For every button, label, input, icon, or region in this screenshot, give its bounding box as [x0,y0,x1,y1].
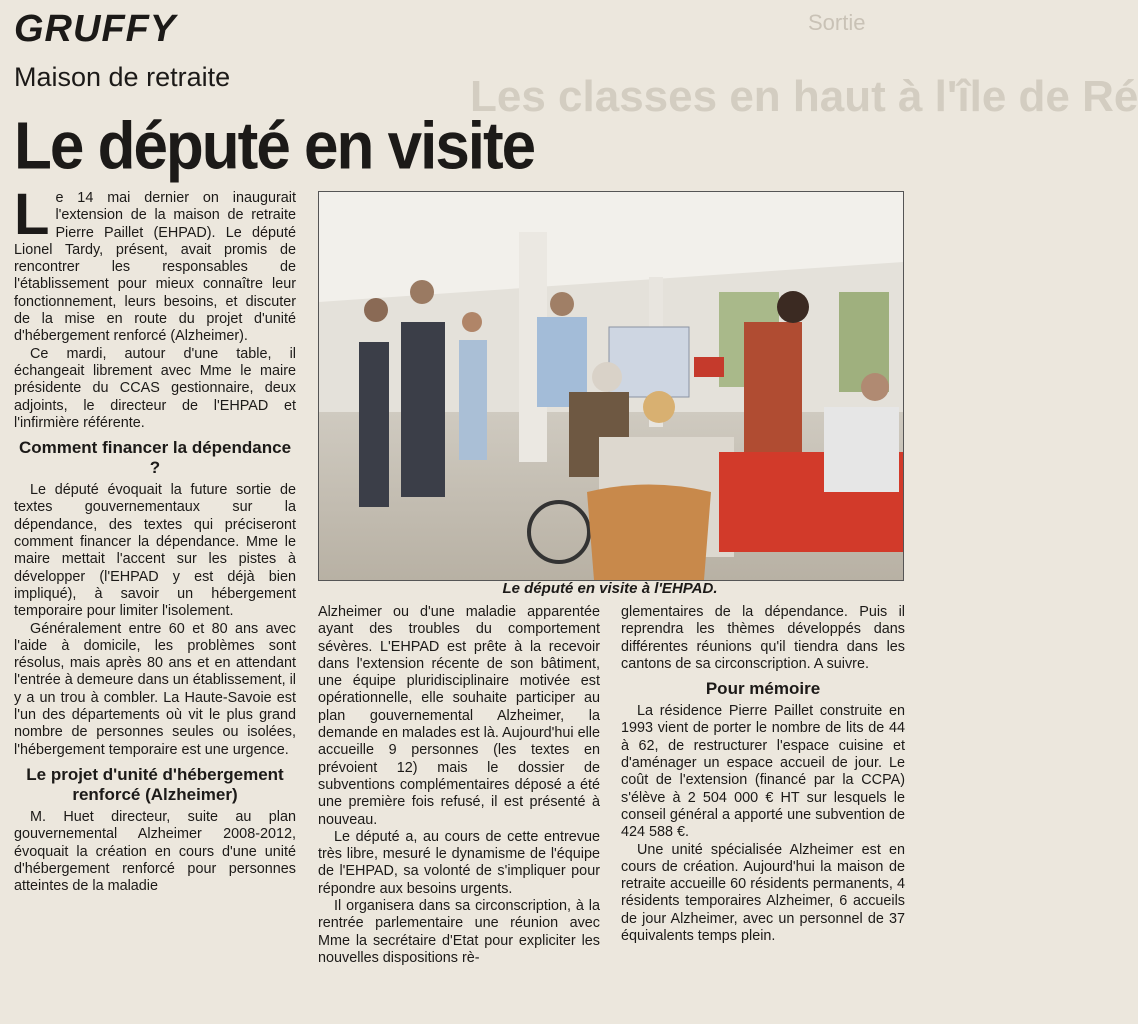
paragraph: Généralement entre 60 et 80 ans avec l'aide à domicile, les problèmes sont résolus, mais après 80 ans et en attendant l'entrée à demeure dans un établissement, il y a un trou à combler. La Haute-Savoie est l'un des départements où vit le plus grand nombre de personnes seules ou isolées, l'hébergement temporaire est une urgence. [14,620,296,758]
column-1 [14,182,296,895]
paragraph: Ce mardi, autour d'une table, il échangeait librement avec Mme le maire présidente du CCAS gestionnaire, deux adjoints, le directeur de l'EHPAD et l'infirmière référente. [14,345,296,431]
paragraph: Le député évoquait la future sortie de textes gouvernementaux sur la dépendance, des textes qui préciseront comment financer la dépendance. Mme le maire mettait l'accent sur les pistes à développer (l'EHPAD y est déjà bien impliqué), à savoir un hébergement temporaire pour limiter l'isolement. [14,482,296,620]
column-3 [621,604,905,945]
photo-illustration [319,192,903,580]
paragraph: Le 14 mai dernier on inaugurait l'extension de la maison de retraite Pierre Paillet (EHPAD). Le député Lionel Tardy, présent, avait promis de rencontrer les responsables de l'établissement pour mieux connaître leur fonctionnement, leurs besoins, et discuter de la mise en route du projet d'unité d'hébergement renforcé (Alzheimer). [14,182,296,345]
paragraph: La résidence Pierre Paillet construite en 1993 vient de porter le nombre de lits de 44 à 62, de restructurer l'espace cuisine et d'aménager un espace accueil de jour. Le coût de l'extension (financé par la CCPA) s'élève à 2 504 000 € HT sur lesquels le conseil général a apporté une subvention de 424 588 €. [621,703,905,841]
section-heading: Pour mémoire [705,679,821,699]
photo [318,191,904,581]
section-heading: Comment financer la dépendance ? [18,438,292,478]
paragraph: Il organisera dans sa circonscription, à la rentrée parlementaire une réunion avec Mme la secrétaire d'Etat pour expliciter les nouvelles dispositions rè- [318,898,600,966]
drop-cap: L [14,182,50,247]
adjacent-article-title: Les classes en haut à l'île de Ré [470,72,1138,121]
adjacent-article-label: Sortie [808,10,866,35]
photo-caption: Le député en visite à l'EHPAD. [502,580,718,597]
headline: Le député en visite [14,109,535,184]
section-heading: Le projet d'unité d'hébergement renforcé (Alzheimer) [26,764,284,804]
paragraph: Le député a, au cours de cette entrevue très libre, mesuré le dynamisme de l'équipe de l'EHPAD, sa volonté de s'impliquer pour répondre aux besoins urgents. [318,828,600,897]
paragraph: glementaires de la dépendance. Puis il reprendra les thèmes développés dans différentes réunions qu'il tiendra dans les cantons de sa circonscription. A suivre. [621,604,905,672]
paragraph: Alzheimer ou d'une maladie apparentée ayant des troubles du comportement sévères. L'EHPAD est prête à la recevoir dans l'extension récente de son bâtiment, une équipe pluridisciplinaire motivée est opérationnelle, elle souhaite participer au plan gouvernemental Alzheimer, la demande en malades est là. Aujourd'hui elle accueille 9 personnes (les textes en prévoient 12) mais le dossier de subventions complémentaires déposé a été une première fois refusé, il est présenté à nouveau. [318,604,600,828]
subtitle: Maison de retraite [14,62,231,92]
kicker: GRUFFY [14,8,177,50]
paragraph: Une unité spécialisée Alzheimer est en cours de création. Aujourd'hui la maison de retraite accueille 60 résidents permanents, 4 résidents temporaires Alzheimer, 6 accueils de jour Alzheimer, avec un personnel de 37 équivalents temps plein. [621,841,905,945]
paragraph: M. Huet directeur, suite au plan gouvernemental Alzheimer 2008-2012, évoquait la création en cours d'une unité d'hébergement renforcé pour personnes atteintes de la maladie [14,808,296,895]
column-2 [318,604,600,967]
